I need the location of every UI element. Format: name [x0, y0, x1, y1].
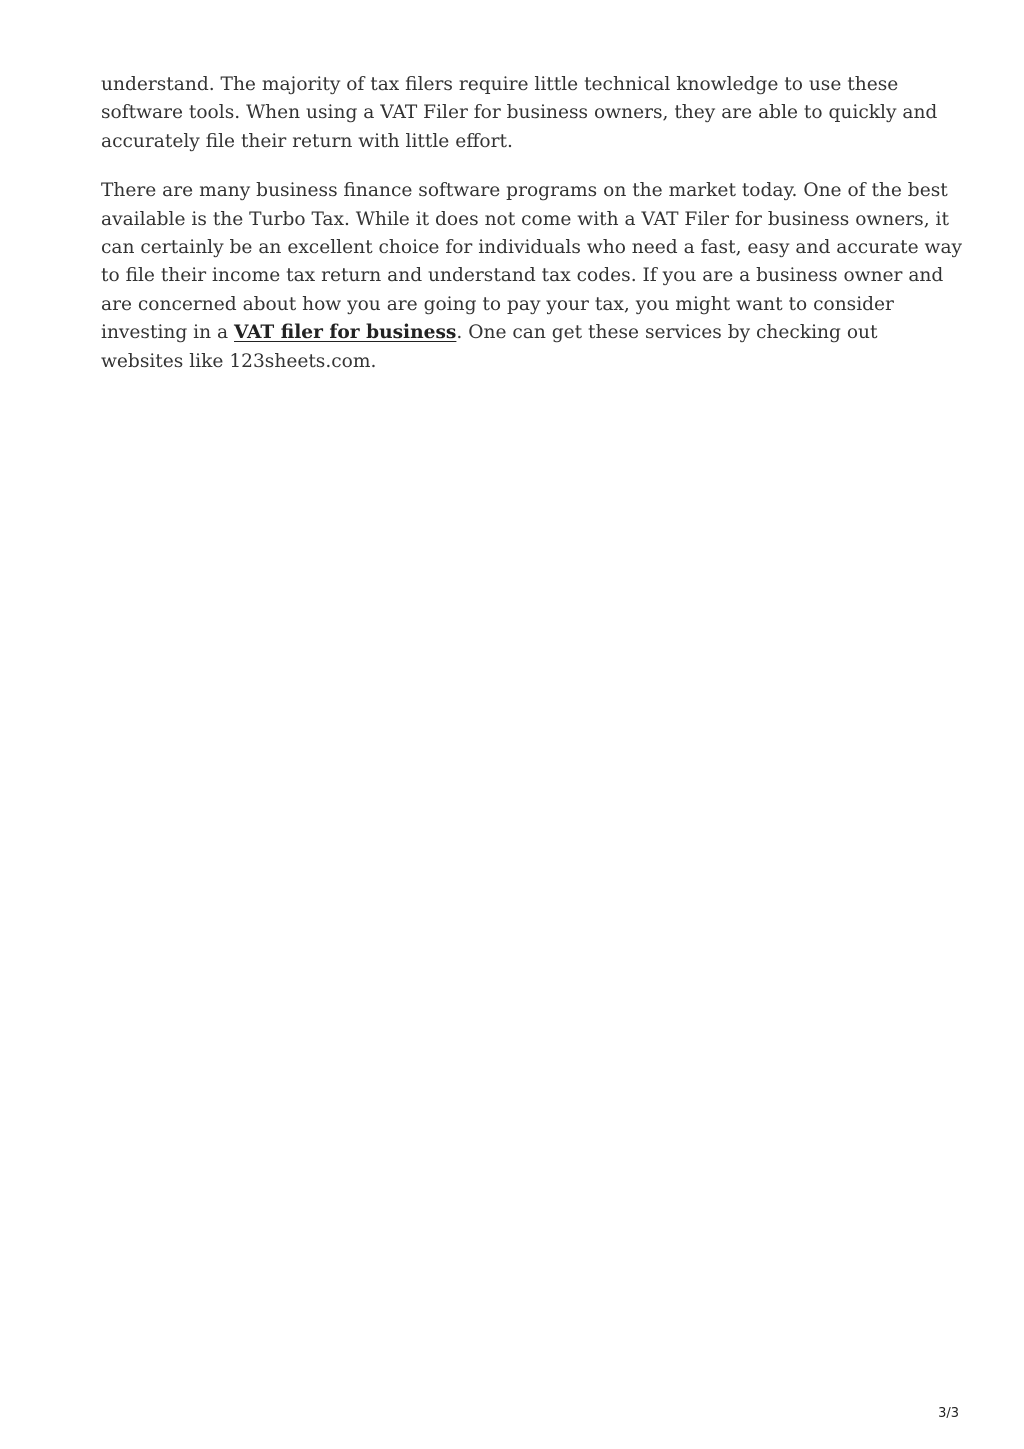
paragraph-1 [101, 71, 938, 156]
paragraph-2-line-5: are concerned about how you are going to pay your tax, you might want to consider [101, 293, 894, 315]
paragraph-1-line-1: understand. The majority of tax filers require little technical knowledge to use these [101, 74, 899, 95]
paragraph-2-line-3: can certainly be an excellent choice for individuals who need a fast, easy and accurate way [101, 237, 963, 259]
paragraph-1-line-3: accurately file their return with little effort. [101, 130, 513, 152]
paragraph-2-line-2: available is the Turbo Tax. While it does not come with a VAT Filer for business owners, it [101, 208, 949, 230]
vat-filer-link[interactable]: VAT filer for business [234, 322, 457, 344]
paragraph-2-line-1: There are many business finance software programs on the market today. One of the best [101, 180, 948, 202]
paragraph-1-line-2: software tools. When using a VAT Filer for business owners, they are able to quickly and [101, 102, 938, 124]
article-body [101, 71, 963, 397]
paragraph-2-line-6 [101, 319, 923, 347]
link-prefix-text: investing in a [101, 322, 235, 344]
paragraph-2-line-4: to file their income tax return and understand tax codes. If you are a business owner and [101, 265, 944, 287]
page-number: 3/3 [938, 1406, 959, 1421]
paragraph-2 [101, 177, 963, 376]
link-suffix-text: . One can get these services by checking out [456, 322, 878, 344]
paragraph-2-line-7: websites like 123sheets.com. [101, 350, 377, 372]
